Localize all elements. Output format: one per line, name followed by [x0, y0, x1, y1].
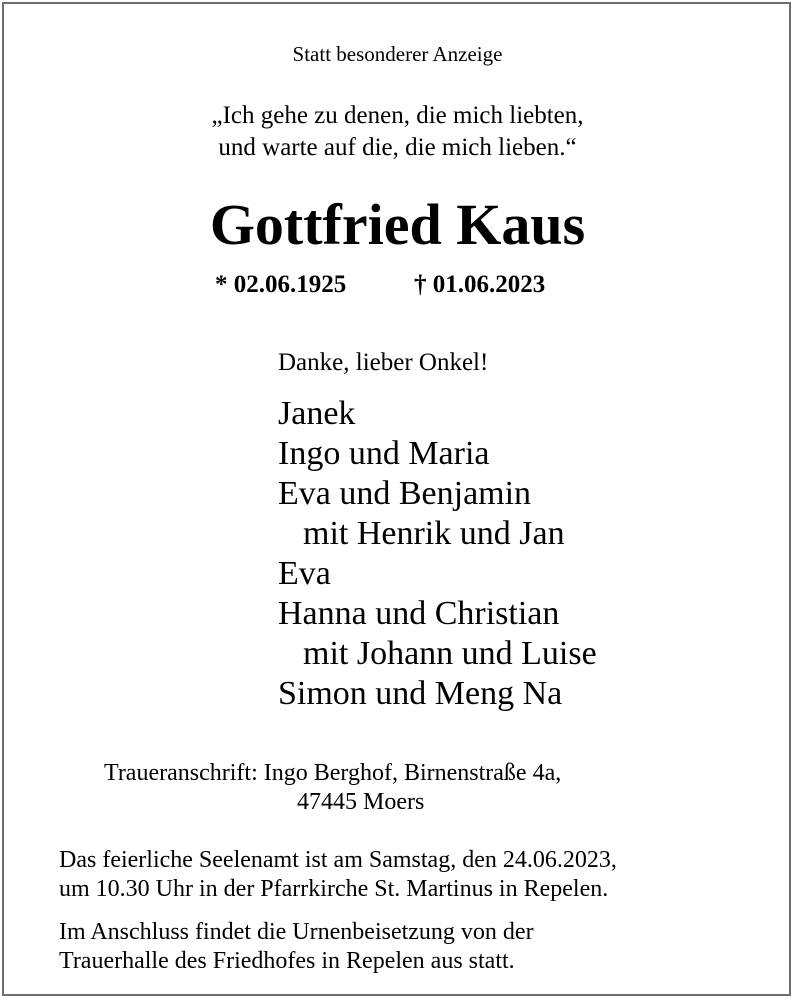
address-line: Traueranschrift: Ingo Berghof, Birnenstraße 4a,	[104, 760, 562, 786]
notice-heading: Statt besonderer Anzeige	[292, 42, 503, 66]
quote-line: und warte auf die, die mich lieben.“	[218, 134, 577, 161]
thanks-line: Danke, lieber Onkel!	[278, 349, 489, 376]
death-date: † 01.06.2023	[414, 271, 546, 298]
family-member: Eva	[278, 555, 331, 592]
service-line: um 10.30 Uhr in der Pfarrkirche St. Martinus in Repelen.	[59, 876, 609, 902]
address-line: 47445 Moers	[297, 789, 425, 815]
burial-line: Im Anschluss findet die Urnenbeisetzung von der	[59, 919, 534, 945]
service-info	[59, 846, 617, 904]
family-member: Eva und Benjamin	[278, 475, 532, 512]
memorial-quote	[0, 100, 795, 164]
family-member: Janek	[278, 395, 356, 432]
family-member: Simon und Meng Na	[278, 675, 563, 712]
family-member: mit Henrik und Jan	[303, 515, 565, 552]
family-member: mit Johann und Luise	[303, 635, 597, 672]
family-list	[278, 394, 597, 714]
deceased-name: Gottfried Kaus	[209, 192, 586, 257]
mourning-address	[104, 759, 561, 817]
birth-date: * 02.06.1925	[215, 271, 347, 298]
burial-line: Trauerhalle des Friedhofes in Repelen aus statt.	[59, 948, 515, 974]
burial-info	[59, 918, 534, 976]
service-line: Das feierliche Seelenamt ist am Samstag, den 24.06.2023,	[59, 847, 617, 873]
family-member: Ingo und Maria	[278, 435, 490, 472]
family-member: Hanna und Christian	[278, 595, 560, 632]
quote-line: „Ich gehe zu denen, die mich liebten,	[211, 102, 584, 129]
